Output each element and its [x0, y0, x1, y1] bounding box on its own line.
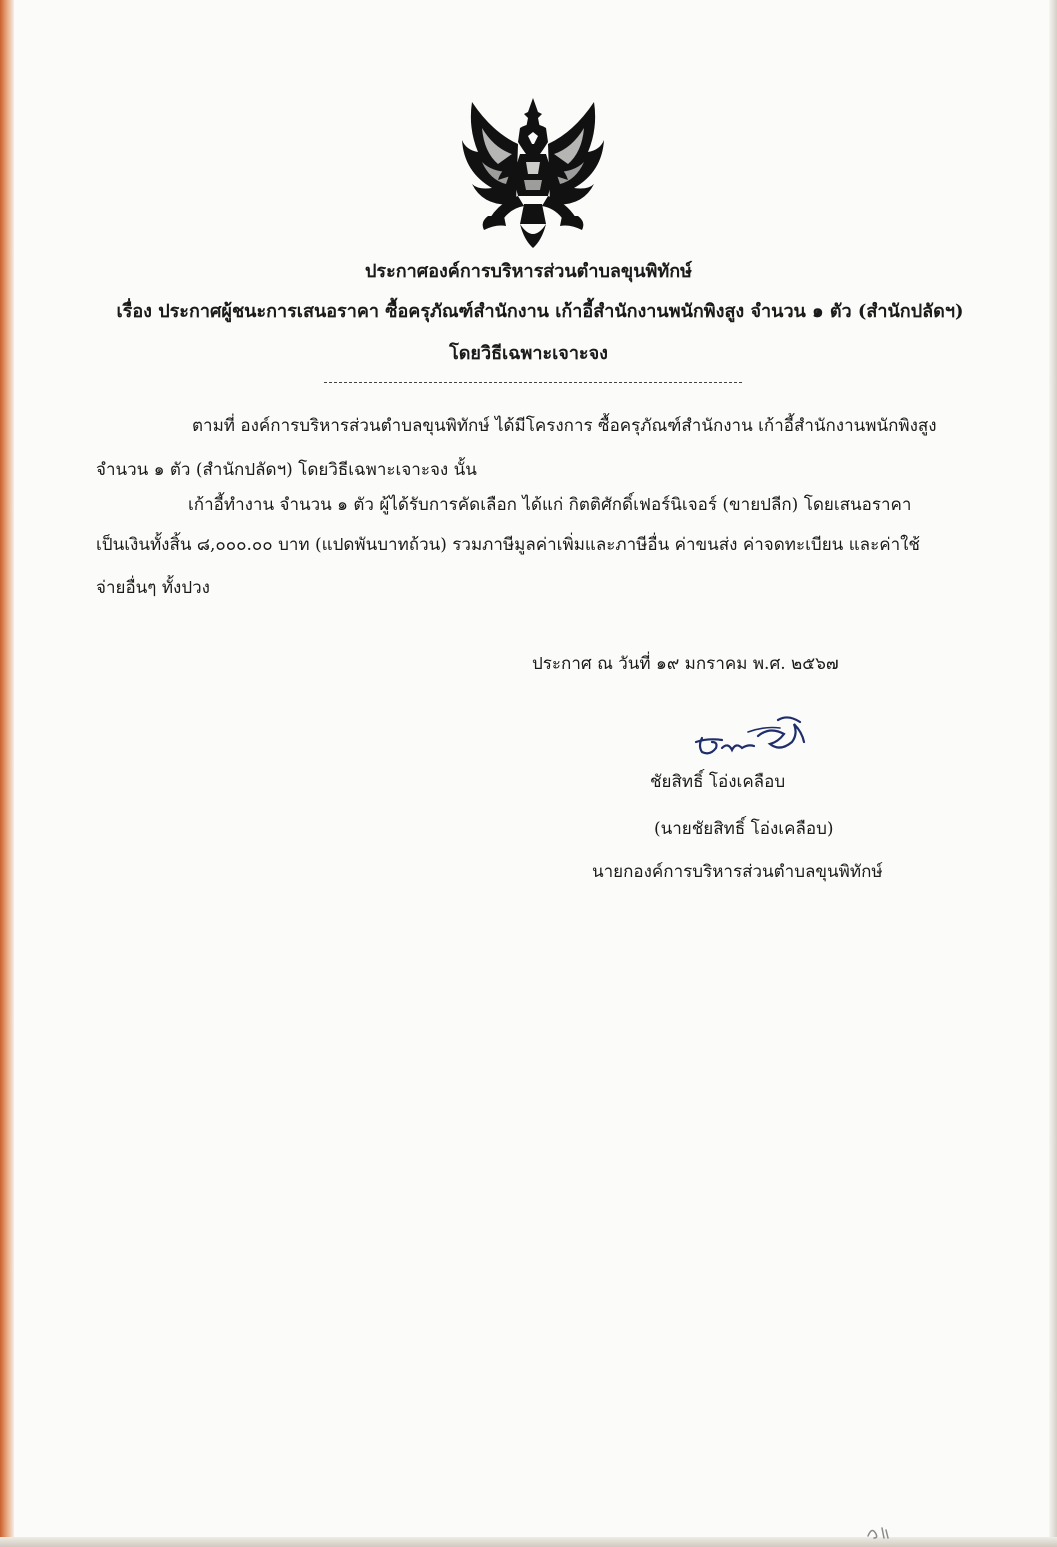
- signer-full-name: (นายชัยสิทธิ์ โอ่งเคลือบ): [654, 819, 834, 839]
- paragraph-1-line-2: จำนวน ๑ ตัว (สำนักปลัดฯ) โดยวิธีเฉพาะเจาะจง นั้น: [96, 460, 477, 480]
- handwritten-signature: [688, 712, 816, 760]
- announcement-subject: เรื่อง ประกาศผู้ชนะการเสนอราคา ซื้อครุภัณฑ์สำนักงาน เก้าอี้สำนักงานพนักพิงสูง จำนวน ๑ ตัว (สำนักปลัดฯ): [116, 301, 964, 322]
- pencil-mark: [864, 1522, 894, 1542]
- announcement-heading: ประกาศองค์การบริหารส่วนตำบลขุนพิทักษ์: [365, 261, 692, 282]
- title-divider: [324, 382, 742, 383]
- page-edge-bottom: [0, 1537, 1057, 1547]
- paragraph-2-line-3: จ่ายอื่นๆ ทั้งปวง: [96, 578, 210, 598]
- paragraph-1-line-1: ตามที่ องค์การบริหารส่วนตำบลขุนพิทักษ์ ได้มีโครงการ ซื้อครุภัณฑ์สำนักงาน เก้าอี้สำนักงานพนักพิงสูง: [192, 416, 937, 436]
- signer-name: ชัยสิทธิ์ โอ่งเคลือบ: [650, 772, 786, 792]
- paragraph-2-line-1: เก้าอี้ทำงาน จำนวน ๑ ตัว ผู้ได้รับการคัดเลือก ได้แก่ กิตติศักดิ์เฟอร์นิเจอร์ (ขายปลีก) โดยเสนอราคา: [188, 495, 912, 515]
- garuda-emblem-icon: [458, 92, 608, 252]
- procurement-method: โดยวิธีเฉพาะเจาะจง: [449, 343, 608, 364]
- page-edge-right: [1049, 0, 1057, 1547]
- paragraph-2-line-2: เป็นเงินทั้งสิ้น ๘,๐๐๐.๐๐ บาท (แปดพันบาทถ้วน) รวมภาษีมูลค่าเพิ่มและภาษีอื่น ค่าขนส่ง ค่าจดทะเบียน และค่าใช้: [96, 535, 920, 555]
- signer-position: นายกองค์การบริหารส่วนตำบลขุนพิทักษ์: [592, 862, 883, 882]
- announcement-date: ประกาศ ณ วันที่ ๑๙ มกราคม พ.ศ. ๒๕๖๗: [532, 654, 839, 674]
- page-edge-left: [0, 0, 14, 1547]
